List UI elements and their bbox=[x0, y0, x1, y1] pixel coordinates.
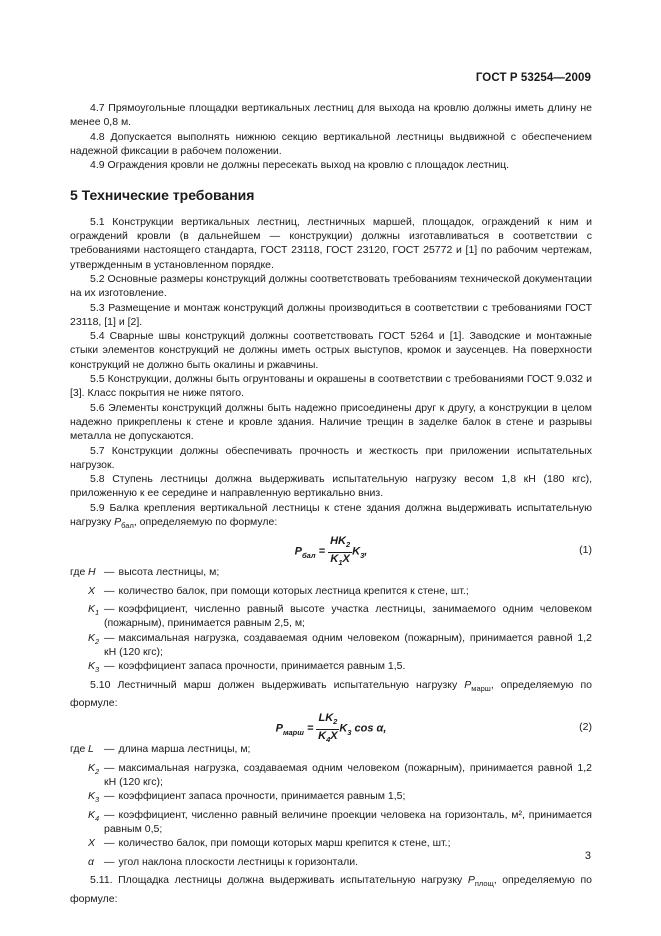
definition-item bbox=[70, 836, 592, 854]
definition-symbol: $K_2$ bbox=[88, 761, 100, 776]
definition-text: — максимальная нагрузка, создаваемая одним человеком (пожарным), принимается равной 1,2 кН (120 кгс); bbox=[104, 631, 592, 659]
definition-text: — максимальная нагрузка, создаваемая одним человеком (пожарным), принимается равной 1,2 кН (120 кгс); bbox=[104, 761, 592, 789]
definition-symbol: $K_1$ bbox=[88, 603, 100, 618]
definition-symbol: $K_2$ bbox=[88, 631, 100, 646]
paragraph-5-6: 5.6 Элементы конструкций должны быть надежно присоединены друг к другу, а конструкции в целом надежно прикреплены к стене и кровле здания. Наличие трещин в заделке балок в стене и разрывы металла не допускаются. bbox=[70, 401, 592, 443]
definition-symbol: $K_3$ bbox=[88, 790, 100, 805]
definition-symbol: X bbox=[88, 584, 96, 597]
symbol-p: P bbox=[467, 874, 475, 887]
paragraph-5-1: 5.1 Конструкции вертикальных лестниц, лестничных маршей, площадок, ограждений к ним и ограждений кровли (в дальнейшем — конструкции) должны изготавливаться в соответствии с требованиями настоящего стандарта, ГОСТ 23118, ГОСТ 23120, ГОСТ 25772 и [1] по рабочим чертежам, утвержденным в установленном порядке. bbox=[70, 215, 592, 271]
page-number: 3 bbox=[584, 850, 591, 862]
symbol-p: P bbox=[464, 678, 472, 691]
definition-item bbox=[70, 808, 592, 837]
paragraph-5-7: 5.7 Конструкции должны обеспечивать прочность и жесткость при приложении испытательных нагрузок. bbox=[70, 444, 592, 471]
definition-prefix: где bbox=[70, 566, 86, 579]
document-body bbox=[70, 101, 592, 906]
formula-number: (1) bbox=[579, 544, 592, 557]
definition-item bbox=[70, 855, 592, 873]
symbol-sub: площ bbox=[474, 879, 494, 889]
paragraph-5-5: 5.5 Конструкции, должны быть огрунтованы и окрашены в соответствии с требованиями ГОСТ 9.032 и [3]. Класс покрытия не ниже пятого. bbox=[70, 373, 592, 400]
paragraph-5-8: 5.8 Ступень лестницы должна выдерживать испытательную нагрузку весом 1,8 кН (180 кгс), приложенную к ее середине и направленную вертикально вниз. bbox=[70, 473, 592, 500]
definition-text: — количество балок, при помощи которых марш крепится к стене, шт.; bbox=[104, 837, 451, 850]
fraction: $\frac{LK_2}{K_4X}$ bbox=[318, 712, 338, 744]
fraction: $\frac{HK_2}{K_1X}$ bbox=[330, 535, 351, 567]
paragraph-5-2: 5.2 Основные размеры конструкций должны соответствовать требованиям технической документации на их изготовление. bbox=[70, 272, 592, 300]
symbol-p: P bbox=[114, 516, 122, 529]
formula-2: $P_{марш}$ = $\frac{LK_2}{K_4X}$ $K_3$ cos α, (2) bbox=[275, 712, 592, 744]
paragraph-5-9: 5.9 Балка крепления вертикальной лестницы к стене здания должна выдерживать испытательную нагрузку $P_{бал}$, определяемую по формуле: bbox=[70, 501, 592, 531]
paragraph-5-3: 5.3 Размещение и монтаж конструкций должны производиться в соответствии с требованиями ГОСТ 23118, [1] и [2]. bbox=[70, 301, 592, 328]
definition-item bbox=[70, 584, 592, 602]
definition-item bbox=[70, 631, 592, 660]
formula-1: $P_{бал}$ = $\frac{HK_2}{K_1X}$ $K_3$, (1) bbox=[294, 535, 592, 567]
paragraph-4-7: 4.7 Прямоугольные площадки вертикальных лестниц для выхода на кровлю должны иметь длину не менее 0,8 м. bbox=[70, 102, 592, 129]
definition-text: — коэффициент, численно равный величине проекции человека на горизонталь, м², принимается равным 0,5; bbox=[104, 808, 592, 836]
definition-text: — коэффициент запаса прочности, принимается равным 1,5; bbox=[104, 790, 406, 803]
definition-prefix: где bbox=[70, 743, 86, 756]
definition-symbol: α bbox=[88, 855, 94, 868]
definition-text: — высота лестницы, м; bbox=[104, 566, 220, 579]
definition-text: — коэффициент запаса прочности, принимается равным 1,5. bbox=[104, 660, 406, 673]
paragraph-5-4: 5.4 Сварные швы конструкций должны соответствовать ГОСТ 5264 и [1]. Заводские и монтажные стыки элементов конструкций не должны иметь острых выступов, кромок и заусенцев. На поверхности конструкций не должно быть окалины и ржавчины. bbox=[70, 330, 592, 371]
symbol-sub: марш bbox=[471, 683, 491, 693]
definition-item bbox=[70, 659, 592, 677]
definition-item bbox=[70, 789, 592, 807]
paragraph-5-11: 5.11. Площадка лестницы должна выдерживать испытательную нагрузку $P_{площ}$, определяемую по формуле: bbox=[70, 874, 593, 905]
definition-text: — количество балок, при помощи которых лестница крепится к стене, шт.; bbox=[104, 584, 469, 597]
definitions-list-1 bbox=[70, 565, 592, 677]
paragraph-4-9: 4.9 Ограждения кровли не должны пересекать выход на кровлю с площадок лестниц. bbox=[90, 159, 510, 172]
formula-number: (2) bbox=[579, 721, 592, 734]
definition-symbol: L bbox=[88, 743, 94, 756]
definition-symbol: X bbox=[88, 837, 96, 850]
definition-symbol: H bbox=[88, 566, 96, 579]
definition-item bbox=[70, 761, 592, 790]
definition-text: — угол наклона плоскости лестницы к горизонтали. bbox=[104, 855, 359, 868]
definitions-list-2 bbox=[70, 742, 592, 873]
paragraph-4-8: 4.8 Допускается выполнять нижнюю секцию вертикальной лестницы выдвижной с обеспечением надежной фиксации в рабочем положении. bbox=[70, 130, 592, 157]
definition-symbol: $K_4$ bbox=[88, 808, 100, 823]
document-header: ГОСТ Р 53254—2009 bbox=[475, 72, 591, 84]
definition-item bbox=[70, 602, 592, 631]
paragraph-5-10: 5.10 Лестничный марш должен выдерживать испытательную нагрузку $P_{марш}$, определяемую по формуле: bbox=[70, 678, 592, 710]
definition-text: — длина марша лестницы, м; bbox=[104, 743, 251, 756]
definition-text: — коэффициент, численно равный высоте участка лестницы, занимаемого одним человеком (пожарным), принимается равным 2,5, м; bbox=[104, 603, 592, 630]
symbol-sub: бал bbox=[121, 521, 134, 531]
section-title: 5 Технические требования bbox=[70, 187, 255, 204]
definition-symbol: $K_3$ bbox=[88, 660, 100, 675]
